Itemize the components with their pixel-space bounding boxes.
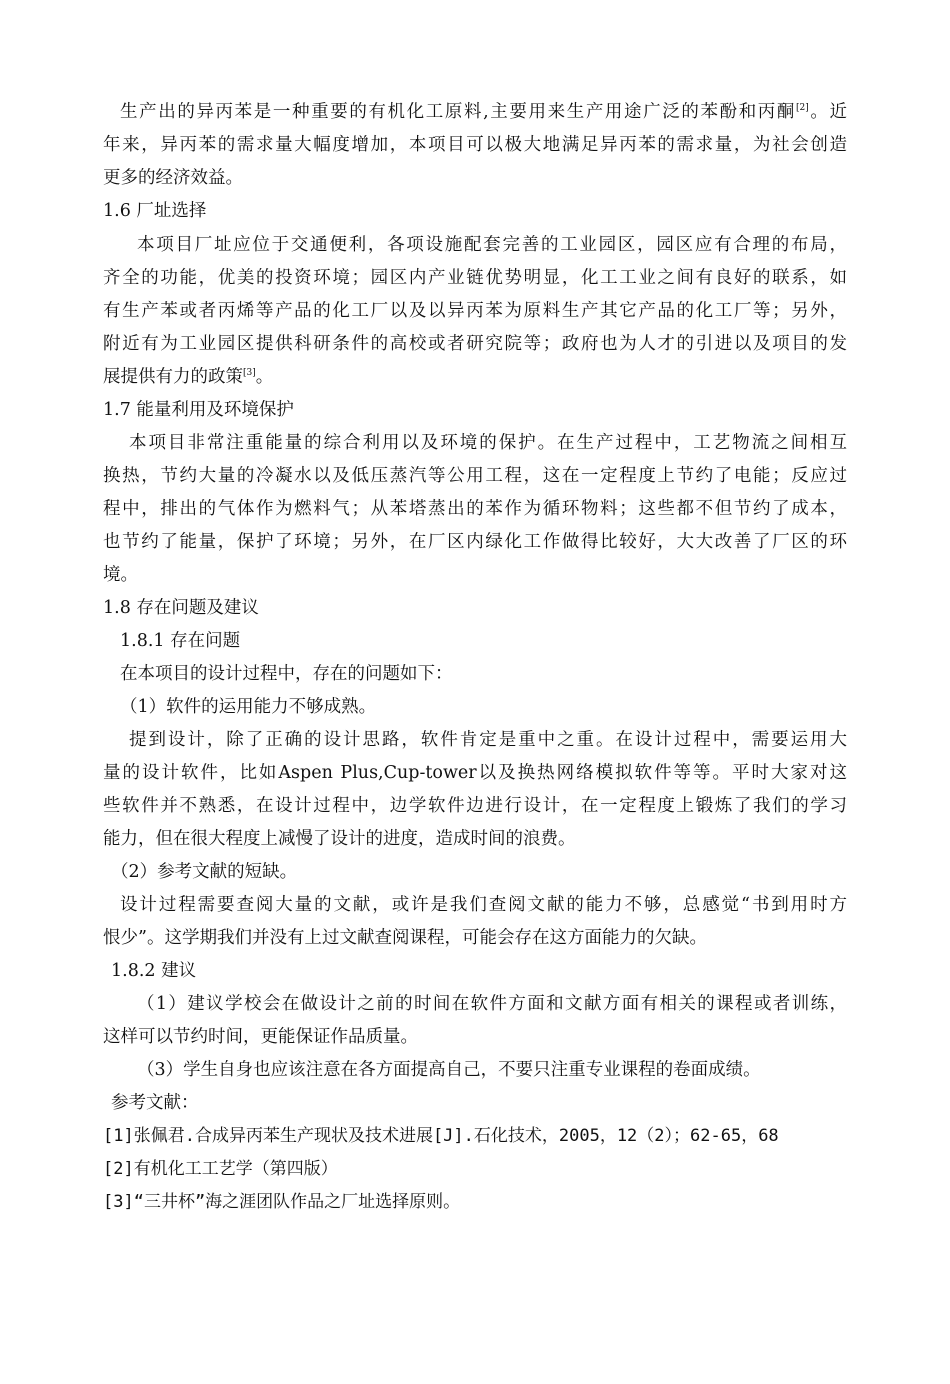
paragraph-line: 也节约了能量，保护了环境；另外，在厂区内绿化工作做得比较好，大大改善了厂区的环 [103, 532, 847, 552]
list-item: （1）建议学校会在做设计之前的时间在软件方面和文献方面有相关的课程或者训练， [137, 994, 847, 1014]
section-heading: 1.7 能量利用及环境保护 [103, 400, 294, 420]
paragraph-line: 有生产苯或者丙烯等产品的化工厂以及以异丙苯为原料生产其它产品的化工厂等；另外， [103, 301, 847, 321]
list-item: （1）软件的运用能力不够成熟。 [120, 697, 377, 717]
reference-item: [2]有机化工工艺学（第四版） [103, 1159, 338, 1179]
paragraph-line: 生产出的异丙苯是一种重要的有机化工原料,主要用来生产用途广泛的苯酚和丙酮[2]。近 [120, 102, 848, 122]
paragraph-line: 更多的经济效益。 [103, 168, 243, 188]
list-item: （3）学生自身也应该注意在各方面提高自己，不要只注重专业课程的卷面成绩。 [137, 1060, 761, 1080]
paragraph-line: 附近有为工业园区提供科研条件的高校或者研究院等；政府也为人才的引进以及项目的发 [103, 334, 847, 354]
paragraph-line: 提到设计，除了正确的设计思路，软件肯定是重中之重。在设计过程中，需要运用大 [129, 730, 847, 750]
paragraph-line: 换热，节约大量的冷凝水以及低压蒸汽等公用工程，这在一定程度上节约了电能；反应过 [103, 466, 847, 486]
paragraph-line: 境。 [103, 565, 138, 585]
paragraph-line: 恨少”。这学期我们并没有上过文献查阅课程，可能会存在这方面能力的欠缺。 [103, 928, 707, 948]
section-heading: 1.8 存在问题及建议 [103, 598, 259, 618]
citation-ref: [3] [243, 368, 256, 378]
subsection-heading: 1.8.1 存在问题 [120, 631, 241, 651]
paragraph-line: 些软件并不熟悉，在设计过程中，边学软件边进行设计，在一定程度上锻炼了我们的学习 [103, 796, 847, 816]
paragraph-line: 程中，排出的气体作为燃料气；从苯塔蒸出的苯作为循环物料；这些都不但节约了成本， [103, 499, 847, 519]
reference-item: [3]“三井杯”海之涯团队作品之厂址选择原则。 [103, 1192, 461, 1212]
citation-ref: [2] [796, 103, 809, 113]
paragraph-line: 这样可以节约时间，更能保证作品质量。 [103, 1027, 418, 1047]
paragraph-line: 本项目非常注重能量的综合利用以及环境的保护。在生产过程中，工艺物流之间相互 [129, 433, 847, 453]
paragraph-line: 本项目厂址应位于交通便利，各项设施配套完善的工业园区，园区应有合理的布局， [137, 235, 847, 255]
paragraph-line: 设计过程需要查阅大量的文献，或许是我们查阅文献的能力不够，总感觉“书到用时方 [120, 895, 847, 915]
paragraph-line: 在本项目的设计过程中，存在的问题如下： [120, 664, 453, 684]
references-heading: 参考文献： [111, 1093, 199, 1113]
reference-item: [1]张佩君.合成异丙苯生产现状及技术进展[J].石化技术，2005，12（2）；62-65，68 [103, 1126, 779, 1146]
section-heading: 1.6 厂址选择 [103, 201, 207, 221]
paragraph-line: 齐全的功能，优美的投资环境；园区内产业链优势明显，化工工业之间有良好的联系，如 [103, 268, 847, 288]
paragraph-line: 展提供有力的政策[3]。 [103, 367, 274, 387]
paragraph-line: 年来，异丙苯的需求量大幅度增加，本项目可以极大地满足异丙苯的需求量，为社会创造 [103, 135, 847, 155]
paragraph-line: 量的设计软件，比如Aspen Plus,Cup-tower以及换热网络模拟软件等等。平时大家对这 [103, 763, 847, 783]
list-item: （2）参考文献的短缺。 [111, 862, 298, 882]
paragraph-line: 能力，但在很大程度上减慢了设计的进度，造成时间的浪费。 [103, 829, 576, 849]
subsection-heading: 1.8.2 建议 [111, 961, 197, 981]
